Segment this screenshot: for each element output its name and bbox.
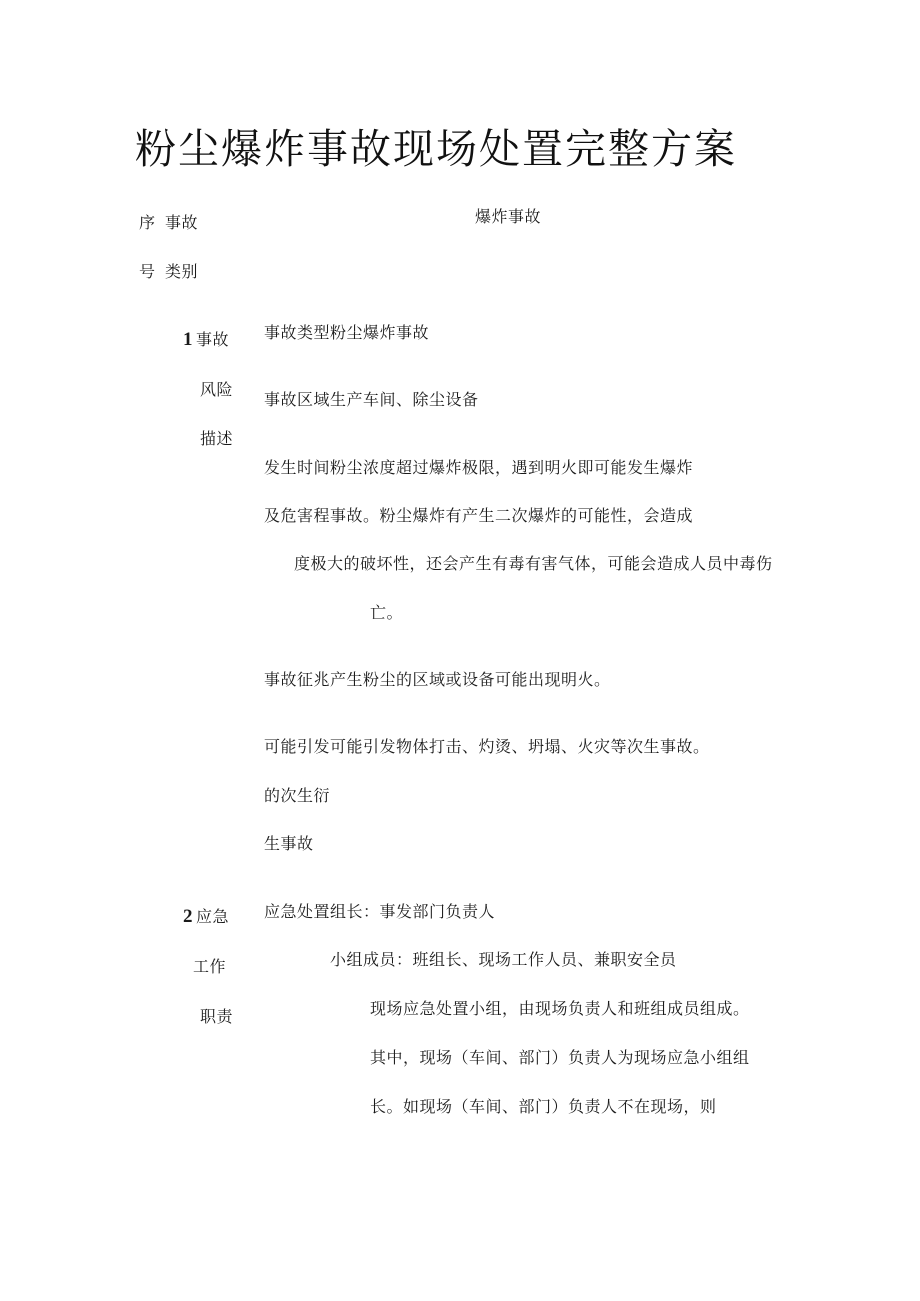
section2-label-line2: 工作 bbox=[193, 957, 227, 976]
header-seq-bottom: 号 bbox=[139, 262, 156, 281]
section1-line: 亡。 bbox=[370, 603, 404, 622]
section1-line: 可能引发可能引发物体打击、灼烫、坍塌、火灾等次生事故。 bbox=[264, 737, 710, 756]
section2-number: 2 bbox=[183, 906, 193, 927]
section1-label-line1: 事故 bbox=[196, 330, 230, 349]
section1-label-line2: 风险 bbox=[200, 380, 234, 399]
header-accident-type: 爆炸事故 bbox=[475, 207, 542, 226]
section1-line: 生事故 bbox=[264, 834, 314, 853]
section1-line: 的次生衍 bbox=[264, 786, 331, 805]
section2-label-line1: 应急 bbox=[196, 907, 230, 926]
section1-line: 发生时间粉尘浓度超过爆炸极限，遇到明火即可能发生爆炸 bbox=[264, 458, 694, 477]
header-seq-top: 序 bbox=[139, 213, 156, 232]
section2-line: 小组成员：班组长、现场工作人员、兼职安全员 bbox=[330, 950, 677, 969]
document-title: 粉尘爆炸事故现场处置完整方案 bbox=[135, 125, 737, 173]
section1-label-row1 bbox=[183, 330, 229, 350]
section1-line: 事故征兆产生粉尘的区域或设备可能出现明火。 bbox=[264, 670, 611, 689]
section2-line: 应急处置组长：事发部门负责人 bbox=[264, 902, 496, 921]
section1-line: 度极大的破坏性，还会产生有毒有害气体，可能会造成人员中毒伤 bbox=[294, 554, 773, 573]
section1-line: 及危害程事故。粉尘爆炸有产生二次爆炸的可能性，会造成 bbox=[264, 506, 694, 525]
section1-number: 1 bbox=[183, 329, 193, 350]
header-type-bottom: 类别 bbox=[165, 262, 199, 281]
section1-label-line3: 描述 bbox=[200, 429, 234, 448]
section2-line: 其中，现场（车间、部门）负责人为现场应急小组组 bbox=[370, 1048, 750, 1067]
header-type-top: 事故 bbox=[165, 213, 199, 232]
section2-label-row1 bbox=[183, 907, 229, 927]
section2-line: 长。如现场（车间、部门）负责人不在现场，则 bbox=[370, 1097, 717, 1116]
section2-label-line3: 职责 bbox=[200, 1007, 234, 1026]
section1-line: 事故区域生产车间、除尘设备 bbox=[264, 390, 479, 409]
section2-line: 现场应急处置小组，由现场负责人和班组成员组成。 bbox=[370, 999, 750, 1018]
section1-line: 事故类型粉尘爆炸事故 bbox=[264, 323, 430, 342]
